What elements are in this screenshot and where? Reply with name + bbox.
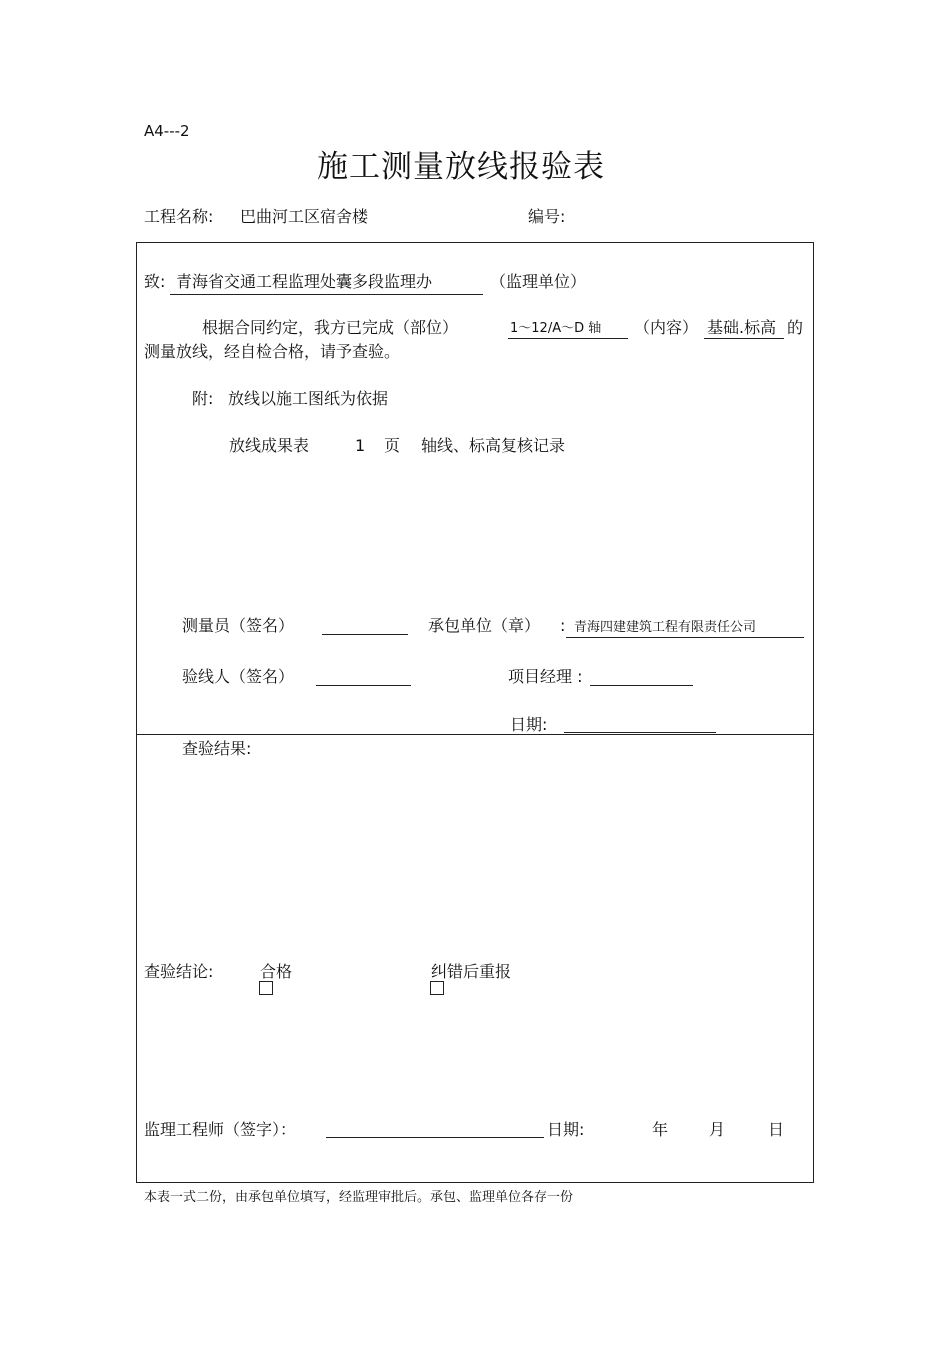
result-pages: 1 (355, 436, 366, 455)
month-label: 月 (709, 1120, 726, 1139)
part-value: 1～12/A～D 轴 (510, 321, 602, 336)
body-line2: 测量放线，经自检合格，请予查验。 (144, 342, 401, 361)
option-pass-label: 合格 (260, 962, 293, 981)
option-fix-checkbox[interactable] (430, 981, 444, 995)
surveyor-signature-line[interactable] (322, 634, 408, 635)
pm-label: 项目经理 : (508, 667, 583, 686)
project-name: 巴曲河工区宿舍楼 (240, 207, 369, 226)
supervisor-name: 青海省交通工程监理处囊多段监理办 (176, 272, 433, 291)
to-label: 致: (144, 272, 166, 291)
date-label-2: 日期: (547, 1120, 585, 1139)
contractor-value: 青海四建建筑工程有限责任公司 (574, 620, 757, 635)
surveyor-label: 测量员（签名） (182, 616, 295, 635)
result-label: 查验结果: (182, 739, 252, 758)
content-value: 基础.标高 (707, 318, 777, 337)
review-record: 轴线、标高复核记录 (421, 436, 566, 455)
part-underline (508, 338, 628, 339)
date-line-1[interactable] (564, 732, 716, 733)
option-pass-checkbox[interactable] (259, 981, 273, 995)
project-label: 工程名称: (144, 207, 214, 226)
checker-signature-line[interactable] (316, 685, 411, 686)
engineer-signature-line[interactable] (326, 1137, 544, 1138)
contract-text: 根据合同约定，我方已完成（部位） (202, 318, 459, 337)
content-tail: 的 (787, 318, 804, 337)
contractor-underline (566, 637, 804, 638)
footer-note: 本表一式二份，由承包单位填写，经监理审批后。承包、监理单位各存一份 (144, 1190, 574, 1205)
section-divider (136, 734, 814, 735)
pm-signature-line[interactable] (590, 685, 693, 686)
form-code: A4---2 (144, 122, 190, 140)
conclusion-label: 查验结论: (144, 962, 214, 981)
contractor-label: 承包单位（章） (428, 616, 541, 635)
content-label: （内容） (634, 318, 699, 337)
supervisor-underline (170, 294, 483, 295)
option-fix-label: 纠错后重报 (431, 962, 512, 981)
day-label: 日 (768, 1120, 785, 1139)
supervisor-suffix: （监理单位） (490, 272, 587, 291)
year-label: 年 (652, 1120, 669, 1139)
contractor-colon: : (560, 616, 566, 635)
form-frame (136, 242, 814, 1183)
page-unit: 页 (384, 436, 401, 455)
engineer-label: 监理工程师（签字）： (144, 1120, 297, 1139)
page-title: 施工测量放线报验表 (317, 149, 605, 185)
number-label: 编号: (528, 207, 566, 226)
checker-label: 验线人（签名） (182, 667, 295, 686)
result-table-label: 放线成果表 (229, 436, 310, 455)
date-label-1: 日期: (510, 715, 548, 734)
content-underline (704, 338, 784, 339)
attach-label: 附: (192, 389, 214, 408)
attach-text: 放线以施工图纸为依据 (228, 389, 389, 408)
